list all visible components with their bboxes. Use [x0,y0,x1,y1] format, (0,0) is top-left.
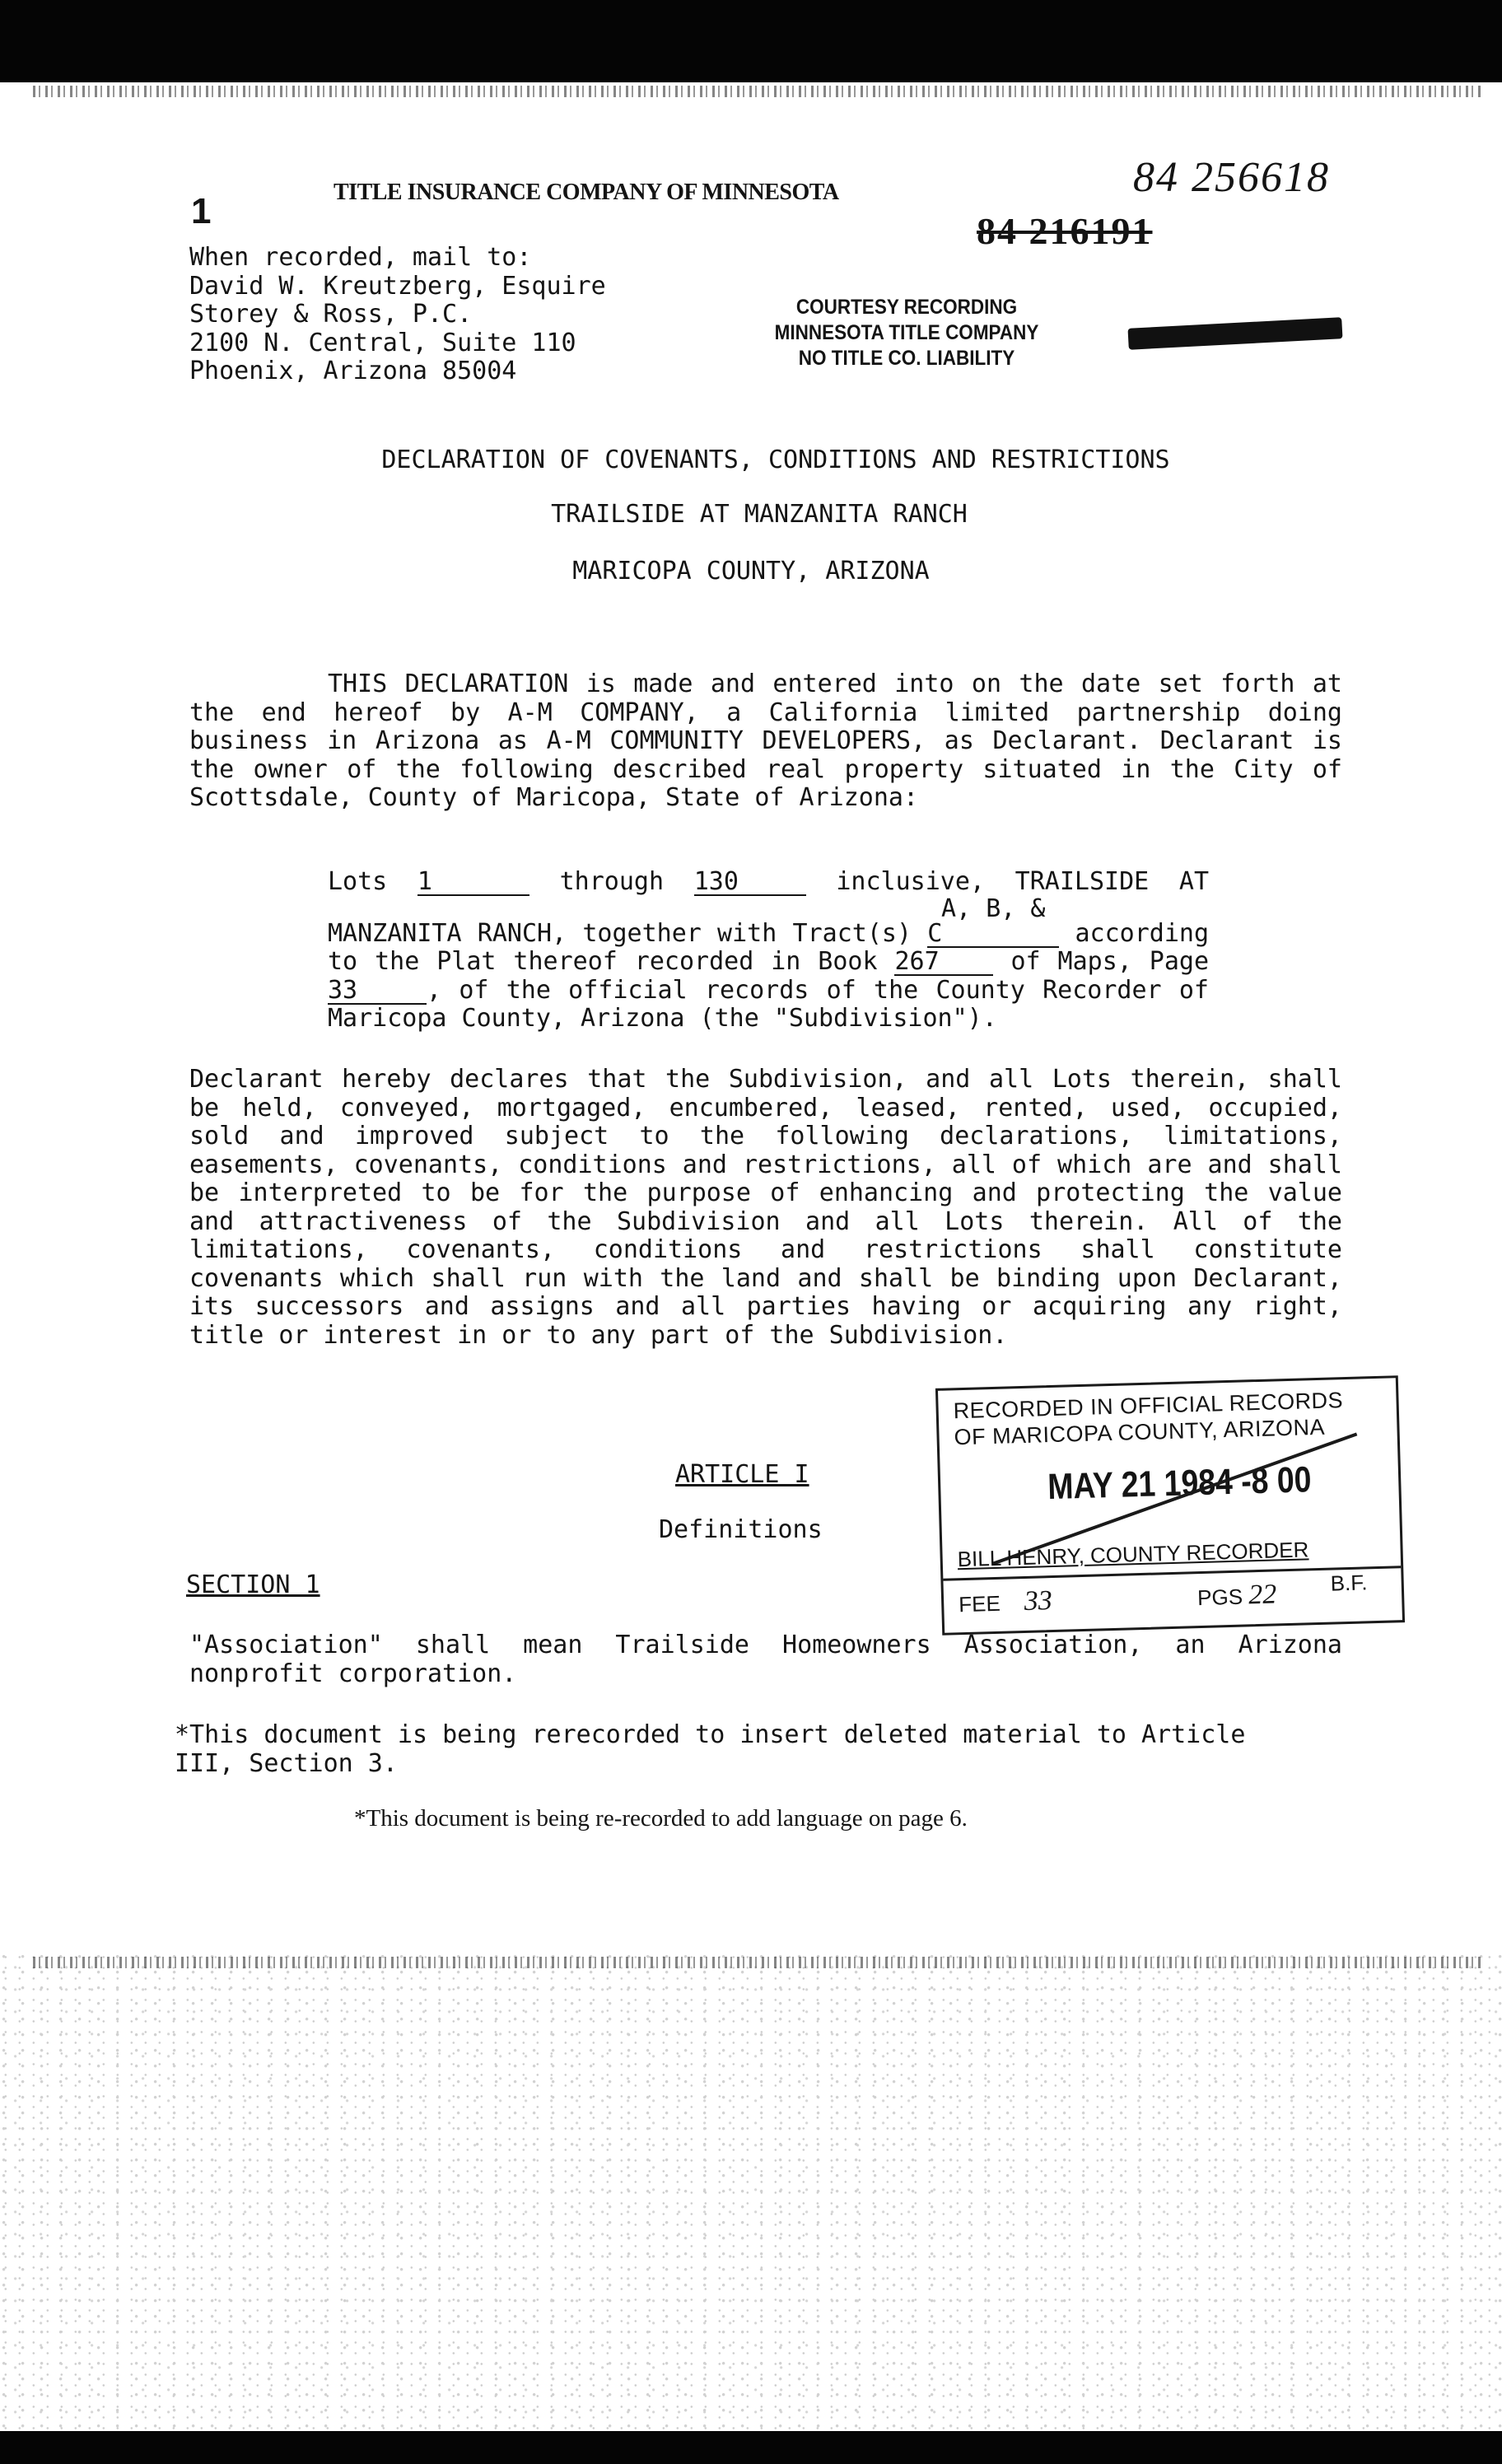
scan-border-top [0,0,1502,82]
page-number: 1 [191,191,212,231]
mail-to-line: Storey & Ross, P.C. [189,300,473,329]
declaration-paragraph: Declarant hereby declares that the Subdivision, and all Lots therein, shall be held, conveyed, mortgaged, encumbered, leased, rented, used, occupied, sold and improved subject to the following declarations, limitations, easements, covenants, conditions and restrictions, all of which are and shall be interpreted to be for the purpose of enhancing and protecting the value and attractiveness of the Subdivision and all Lots therein. All of the limitations, covenants, conditions and restrictions shall constitute covenants which shall run with the land and shall be binding upon Declarant, its successors and assigns and all parties having or acquiring any right, title or interest in or to any part of the Subdivision. [189,1065,1342,1350]
section-text: "Association" shall mean Trailside Homeowners Association, an Arizona nonprofit corporation. [189,1631,1342,1688]
scan-speckle [0,1952,1502,2429]
document-county: MARICOPA COUNTY, ARIZONA [572,557,930,586]
stamp-fee [959,1585,1053,1619]
article-subheading: Definitions [659,1515,823,1544]
stamp-date: MAY 21 1984 -8 00 [1047,1459,1313,1508]
mail-to-line: 2100 N. Central, Suite 110 [189,328,576,357]
document-title: DECLARATION OF COVENANTS, CONDITIONS AND RESTRICTIONS [381,446,1170,474]
lots-text: inclusive, TRAILSIDE AT MANZANITA RANCH, together with Tract(s) [328,867,1210,948]
lots-text: of Maps, Page [1010,947,1210,976]
page-value: 33 [328,978,427,1005]
mail-to-line: Phoenix, Arizona 85004 [189,357,517,385]
mail-to-line: David W. Kreutzberg, Esquire [189,271,606,301]
lot-to-value: 130 [694,870,806,896]
lot-from-value: 1 [417,870,529,896]
document-subtitle: TRAILSIDE AT MANZANITA RANCH [551,500,968,529]
document-number: 84 256618 [1133,154,1330,201]
fee-label: FEE [958,1590,1001,1617]
lots-description [328,868,1209,1034]
stamp-line: OF MARICOPA COUNTY, ARIZONA [954,1414,1326,1450]
recording-stamp [935,1375,1405,1636]
stamp-bf: B.F. [1330,1570,1368,1596]
superseded-document-number: 84 216191 [977,210,1153,252]
scan-border-bottom [0,2431,1502,2464]
redaction-scribble [1127,317,1342,350]
lots-text: through [559,867,665,896]
scan-noise-top [33,86,1482,97]
title-company-header: TITLE INSURANCE COMPANY OF MINNESOTA [334,180,839,205]
fee-value: 33 [1024,1585,1053,1617]
rerecording-note: *This document is being rerecorded to insert deleted material to Article III, Section 3. [175,1720,1246,1778]
lots-text: Lots [328,867,388,896]
section-heading: SECTION 1 [186,1570,320,1599]
book-value: 267 [894,950,993,976]
rerecording-note-added: *This document is being re-recorded to add language on page 6. [354,1805,968,1832]
pgs-label: PGS [1196,1584,1243,1611]
intro-paragraph: THIS DECLARATION is made and entered into on the date set forth at the end hereof by A-M COMPANY, a California limited partnership doing business in Arizona as A-M COMMUNITY DEVELOPERS, as Declarant. Declarant is the owner of the following described real property situated in the City of Scottsdale, County of Maricopa, State of Arizona: [189,670,1342,812]
stamp-line: RECORDED IN OFFICIAL RECORDS [953,1388,1344,1424]
lots-text: according to the Plat thereof recorded in Book [328,918,1210,976]
stamp-pages [1197,1579,1277,1612]
pgs-value: 22 [1248,1579,1277,1611]
lots-text: , of the official records of the County Recorder of Maricopa County, Arizona (the "Subdivision"). [328,975,1209,1033]
mail-to-block [189,244,606,386]
courtesy-line: NO TITLE CO. LIABILITY [798,347,1015,370]
article-heading: ARTICLE I [675,1460,809,1489]
courtesy-line: MINNESOTA TITLE COMPANY [774,321,1039,344]
stamp-recorder: BILL HENRY, COUNTY RECORDER [957,1537,1309,1572]
courtesy-recording-stamp [766,295,1047,371]
mail-to-heading: When recorded, mail to: [189,243,532,272]
courtesy-line: COURTESY RECORDING [795,296,1018,319]
tracts-value: A, B, & C [927,897,1059,948]
